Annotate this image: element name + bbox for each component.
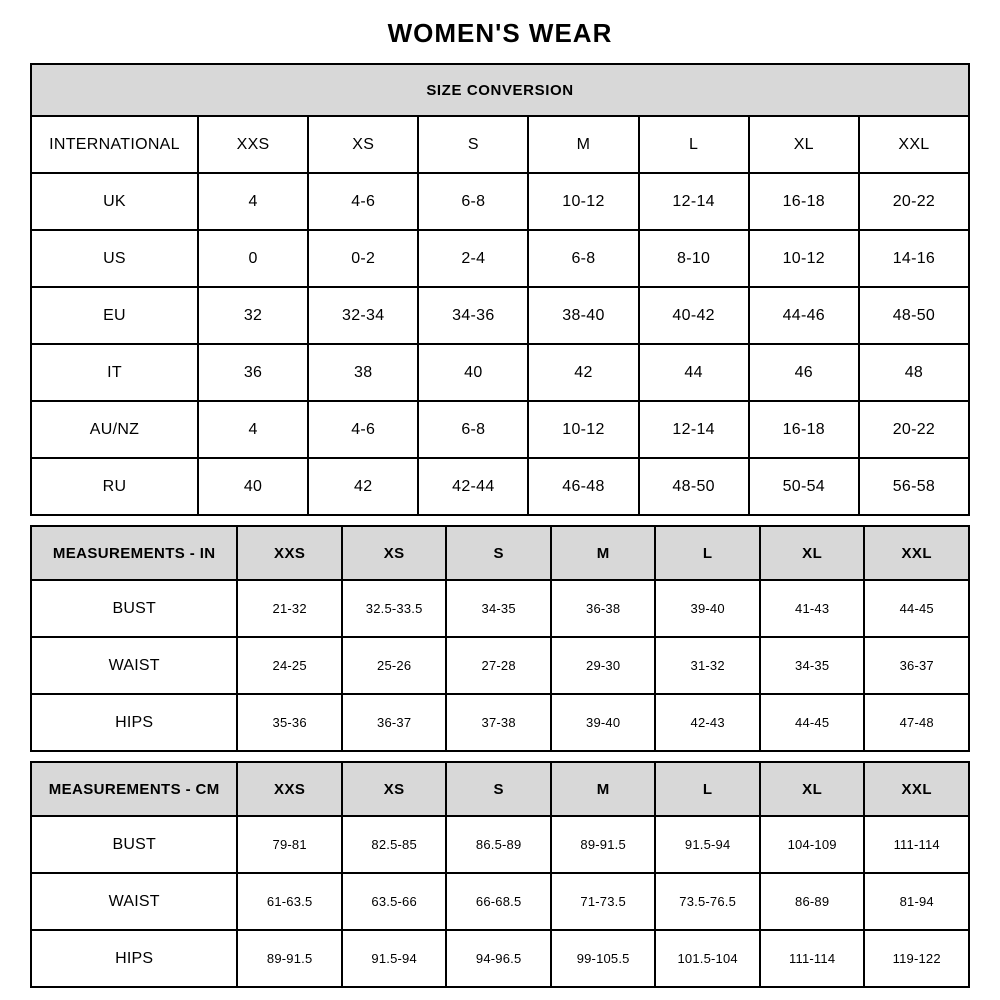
row-label: HIPS: [31, 930, 237, 987]
cell: 29-30: [551, 637, 656, 694]
cell: 12-14: [639, 401, 749, 458]
cell: 111-114: [760, 930, 865, 987]
table-header-row: [31, 116, 969, 173]
cell: 14-16: [859, 230, 969, 287]
cell: 44-45: [864, 580, 969, 637]
cell: 63.5-66: [342, 873, 447, 930]
table-row-it: [31, 344, 969, 401]
cell: 36-37: [864, 637, 969, 694]
header-s: S: [446, 762, 551, 816]
cell: 91.5-94: [655, 816, 760, 873]
size-conversion-title: SIZE CONVERSION: [31, 64, 969, 116]
cell: 99-105.5: [551, 930, 656, 987]
cell: 39-40: [551, 694, 656, 751]
row-label: EU: [31, 287, 198, 344]
cell: 86-89: [760, 873, 865, 930]
cell: 48-50: [639, 458, 749, 515]
table-row-bust: [31, 580, 969, 637]
cell: 32: [198, 287, 308, 344]
cell: 38-40: [528, 287, 638, 344]
cell: 10-12: [528, 173, 638, 230]
cell: 94-96.5: [446, 930, 551, 987]
cell: 42: [308, 458, 418, 515]
header-xxl: XXL: [864, 526, 969, 580]
cell: 24-25: [237, 637, 342, 694]
cell: 101.5-104: [655, 930, 760, 987]
header-xl: XL: [760, 762, 865, 816]
cell: 46-48: [528, 458, 638, 515]
cell: 61-63.5: [237, 873, 342, 930]
cell: 0-2: [308, 230, 418, 287]
header-l: L: [639, 116, 749, 173]
cell: 56-58: [859, 458, 969, 515]
cell: 40: [418, 344, 528, 401]
header-xs: XS: [342, 526, 447, 580]
table-row-eu: [31, 287, 969, 344]
table-banner-row: [31, 64, 969, 116]
cell: 86.5-89: [446, 816, 551, 873]
row-label: BUST: [31, 580, 237, 637]
table-row-hips: [31, 930, 969, 987]
measurements-in-title: MEASUREMENTS - IN: [31, 526, 237, 580]
cell: 32.5-33.5: [342, 580, 447, 637]
table-header-row: [31, 526, 969, 580]
header-m: M: [551, 526, 656, 580]
header-xxs: XXS: [198, 116, 308, 173]
cell: 16-18: [749, 401, 859, 458]
cell: 40: [198, 458, 308, 515]
cell: 42: [528, 344, 638, 401]
header-international: INTERNATIONAL: [31, 116, 198, 173]
cell: 8-10: [639, 230, 749, 287]
cell: 71-73.5: [551, 873, 656, 930]
cell: 21-32: [237, 580, 342, 637]
cell: 32-34: [308, 287, 418, 344]
cell: 34-35: [760, 637, 865, 694]
cell: 37-38: [446, 694, 551, 751]
table-row-uk: [31, 173, 969, 230]
cell: 111-114: [864, 816, 969, 873]
cell: 42-43: [655, 694, 760, 751]
size-conversion-table: [30, 63, 970, 516]
cell: 4: [198, 401, 308, 458]
header-xxs: XXS: [237, 762, 342, 816]
cell: 12-14: [639, 173, 749, 230]
cell: 35-36: [237, 694, 342, 751]
table-row-waist: [31, 637, 969, 694]
cell: 6-8: [418, 173, 528, 230]
table-row-hips: [31, 694, 969, 751]
cell: 50-54: [749, 458, 859, 515]
cell: 0: [198, 230, 308, 287]
cell: 31-32: [655, 637, 760, 694]
cell: 36-38: [551, 580, 656, 637]
row-label: US: [31, 230, 198, 287]
header-xl: XL: [760, 526, 865, 580]
cell: 2-4: [418, 230, 528, 287]
cell: 34-35: [446, 580, 551, 637]
header-s: S: [446, 526, 551, 580]
cell: 10-12: [749, 230, 859, 287]
header-s: S: [418, 116, 528, 173]
cell: 44-46: [749, 287, 859, 344]
row-label: UK: [31, 173, 198, 230]
table-header-row: [31, 762, 969, 816]
cell: 4-6: [308, 173, 418, 230]
cell: 73.5-76.5: [655, 873, 760, 930]
cell: 6-8: [528, 230, 638, 287]
cell: 4-6: [308, 401, 418, 458]
header-xxl: XXL: [859, 116, 969, 173]
cell: 91.5-94: [342, 930, 447, 987]
row-label: WAIST: [31, 637, 237, 694]
cell: 79-81: [237, 816, 342, 873]
measurements-cm-title: MEASUREMENTS - CM: [31, 762, 237, 816]
cell: 48: [859, 344, 969, 401]
cell: 36-37: [342, 694, 447, 751]
measurements-cm-table: [30, 761, 970, 988]
cell: 6-8: [418, 401, 528, 458]
table-row-bust: [31, 816, 969, 873]
cell: 44-45: [760, 694, 865, 751]
row-label: HIPS: [31, 694, 237, 751]
cell: 40-42: [639, 287, 749, 344]
cell: 20-22: [859, 401, 969, 458]
cell: 82.5-85: [342, 816, 447, 873]
cell: 39-40: [655, 580, 760, 637]
cell: 4: [198, 173, 308, 230]
cell: 104-109: [760, 816, 865, 873]
cell: 41-43: [760, 580, 865, 637]
cell: 89-91.5: [237, 930, 342, 987]
cell: 48-50: [859, 287, 969, 344]
header-l: L: [655, 762, 760, 816]
cell: 119-122: [864, 930, 969, 987]
cell: 27-28: [446, 637, 551, 694]
header-xxl: XXL: [864, 762, 969, 816]
cell: 20-22: [859, 173, 969, 230]
cell: 10-12: [528, 401, 638, 458]
header-xs: XS: [308, 116, 418, 173]
cell: 81-94: [864, 873, 969, 930]
cell: 46: [749, 344, 859, 401]
cell: 38: [308, 344, 418, 401]
header-m: M: [528, 116, 638, 173]
header-m: M: [551, 762, 656, 816]
table-row-us: [31, 230, 969, 287]
row-label: WAIST: [31, 873, 237, 930]
cell: 25-26: [342, 637, 447, 694]
page-title: WOMEN'S WEAR: [387, 18, 613, 48]
cell: 89-91.5: [551, 816, 656, 873]
measurements-in-table: [30, 525, 970, 752]
cell: 66-68.5: [446, 873, 551, 930]
cell: 34-36: [418, 287, 528, 344]
table-row-aunz: [31, 401, 969, 458]
cell: 44: [639, 344, 749, 401]
header-l: L: [655, 526, 760, 580]
row-label: RU: [31, 458, 198, 515]
cell: 16-18: [749, 173, 859, 230]
cell: 47-48: [864, 694, 969, 751]
table-row-ru: [31, 458, 969, 515]
row-label: BUST: [31, 816, 237, 873]
header-xxs: XXS: [237, 526, 342, 580]
header-xl: XL: [749, 116, 859, 173]
header-xs: XS: [342, 762, 447, 816]
table-row-waist: [31, 873, 969, 930]
cell: 42-44: [418, 458, 528, 515]
cell: 36: [198, 344, 308, 401]
row-label: IT: [31, 344, 198, 401]
row-label: AU/NZ: [31, 401, 198, 458]
